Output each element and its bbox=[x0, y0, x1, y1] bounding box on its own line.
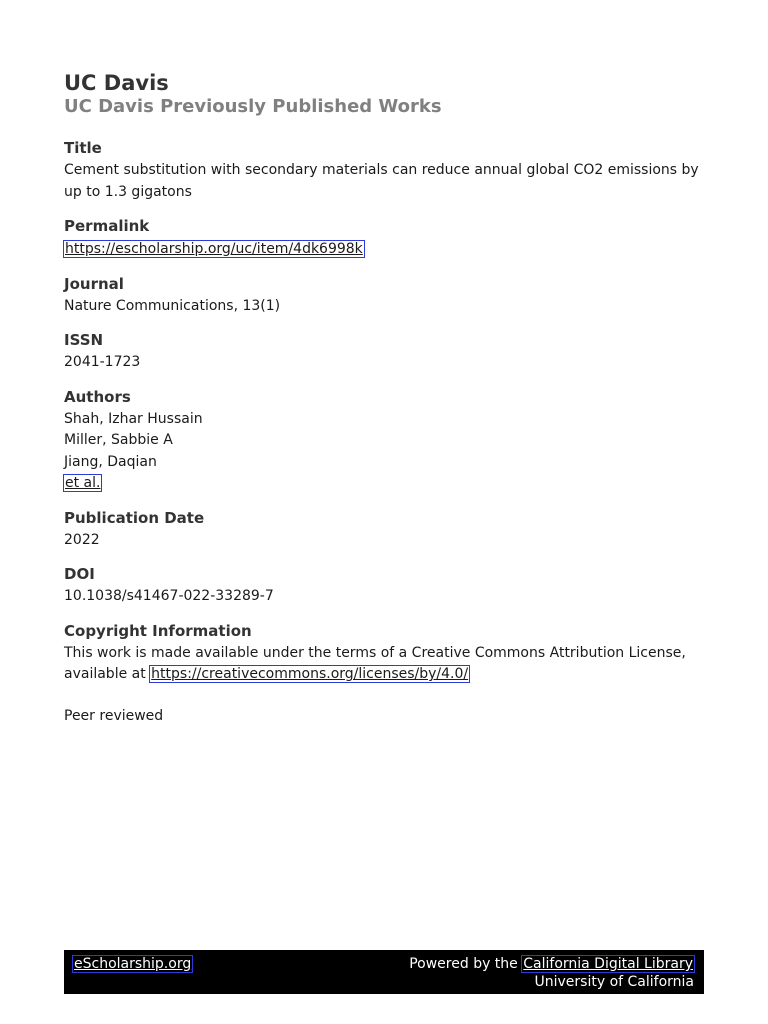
copyright-text: This work is made available under the terms of a Creative Commons Attribution License, available at bbox=[64, 644, 686, 682]
authors-section bbox=[64, 387, 704, 495]
journal-value: Nature Communications, 13(1) bbox=[64, 297, 281, 314]
doi-label: DOI bbox=[64, 565, 95, 583]
more-authors-link[interactable]: et al. bbox=[65, 475, 101, 491]
permalink-label: Permalink bbox=[64, 217, 150, 235]
powered-by-text: Powered by the bbox=[409, 956, 518, 972]
publication-date-value: 2022 bbox=[64, 531, 100, 548]
copyright-label: Copyright Information bbox=[64, 621, 252, 640]
doi-section bbox=[64, 564, 704, 608]
author-item: Shah, Izhar Hussain bbox=[64, 410, 203, 427]
series-name: UC Davis Previously Published Works bbox=[64, 96, 442, 117]
title-label: Title bbox=[64, 139, 102, 157]
document-page bbox=[64, 70, 704, 727]
journal-section bbox=[64, 274, 704, 318]
permalink-link[interactable]: https://escholarship.org/uc/item/4dk6998k bbox=[65, 241, 363, 257]
uc-text: University of California bbox=[534, 974, 694, 990]
footer-bar bbox=[64, 950, 704, 994]
cdl-link[interactable]: California Digital Library bbox=[523, 956, 693, 972]
license-link[interactable]: https://creativecommons.org/licenses/by/4.0/ bbox=[151, 666, 469, 682]
institution-name: UC Davis bbox=[64, 71, 169, 95]
title-value: Cement substitution with secondary materials can reduce annual global CO2 emissions by up to 1.3 gigatons bbox=[64, 162, 699, 200]
permalink-section bbox=[64, 216, 704, 261]
title-section bbox=[64, 138, 704, 203]
peer-review-status: Peer reviewed bbox=[64, 707, 164, 724]
issn-label: ISSN bbox=[64, 331, 104, 349]
doi-value: 10.1038/s41467-022-33289-7 bbox=[64, 588, 274, 604]
issn-section bbox=[64, 330, 704, 374]
issn-value: 2041-1723 bbox=[64, 354, 141, 370]
publication-date-label: Publication Date bbox=[64, 508, 205, 527]
authors-label: Authors bbox=[64, 387, 131, 406]
author-item: Jiang, Daqian bbox=[64, 453, 157, 470]
escholarship-link[interactable]: eScholarship.org bbox=[74, 956, 192, 972]
journal-label: Journal bbox=[64, 274, 124, 293]
publication-date-section bbox=[64, 508, 704, 552]
copyright-section bbox=[64, 621, 704, 686]
author-item: Miller, Sabbie A bbox=[64, 432, 173, 448]
